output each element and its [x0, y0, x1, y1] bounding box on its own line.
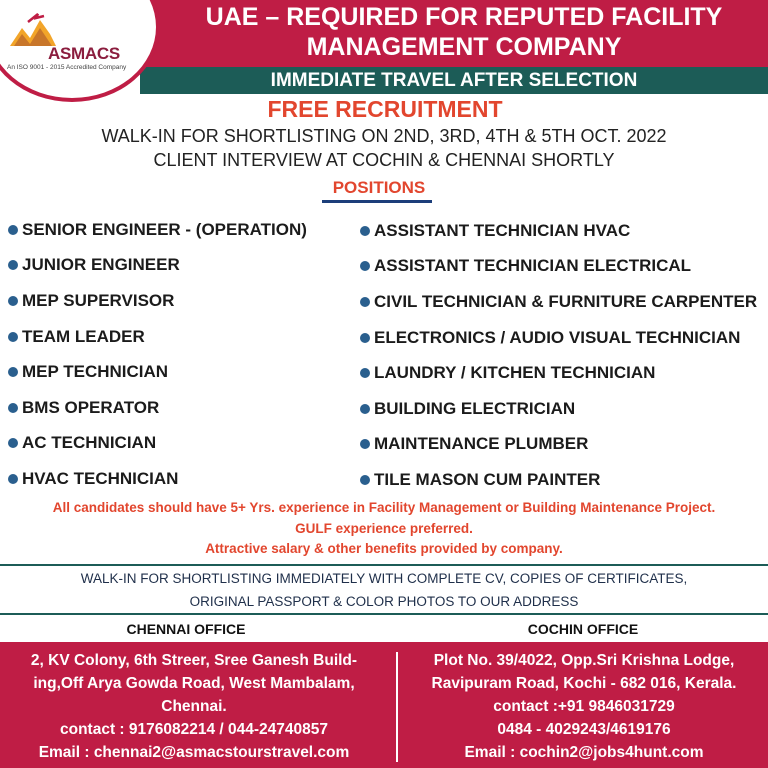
cochin-phone: 0484 - 4029243/4619176 [497, 721, 671, 738]
logo-badge [0, 0, 160, 102]
cochin-address-line: Ravipuram Road, Kochi - 682 016, Kerala. [431, 675, 737, 692]
list-item: HVAC TECHNICIAN [8, 461, 307, 497]
walkin-info [0, 124, 768, 172]
cochin-address [400, 649, 768, 764]
list-item: TILE MASON CUM PAINTER [360, 462, 757, 498]
bullet-icon [360, 261, 370, 271]
cochin-email: Email : cochin2@jobs4hunt.com [464, 744, 704, 761]
bullet-icon [360, 226, 370, 236]
experience-requirement: All candidates should have 5+ Yrs. experience in Facility Management or Building Maintenance Project. [52, 500, 716, 515]
list-item: BUILDING ELECTRICIAN [360, 391, 757, 427]
page-title [170, 2, 758, 62]
travel-banner: IMMEDIATE TRAVEL AFTER SELECTION [270, 70, 638, 91]
walkin-dates: WALK-IN FOR SHORTLISTING ON 2ND, 3RD, 4TH & 5TH OCT. 2022 [101, 126, 667, 146]
logo-tagline: An ISO 9001 - 2015 Accredited Company [7, 64, 127, 71]
bullet-icon [8, 260, 18, 270]
bullet-icon [8, 367, 18, 377]
list-item: ASSISTANT TECHNICIAN HVAC [360, 213, 757, 249]
cochin-office-title: COCHIN OFFICE [527, 621, 639, 637]
cochin-address-line: Plot No. 39/4022, Opp.Sri Krishna Lodge, [433, 652, 735, 669]
chennai-address-line: 2, KV Colony, 6th Streer, Sree Ganesh Build- [30, 652, 358, 669]
title-line-2: MANAGEMENT COMPANY [306, 33, 622, 61]
bullet-icon [8, 438, 18, 448]
bullet-icon [8, 225, 18, 235]
chennai-address [0, 649, 388, 764]
bullet-icon [360, 297, 370, 307]
chennai-email: Email : chennai2@asmacstourstravel.com [38, 744, 350, 761]
list-item: MEP TECHNICIAN [8, 354, 307, 390]
list-item: LAUNDRY / KITCHEN TECHNICIAN [360, 355, 757, 391]
title-line-1: UAE – REQUIRED FOR REPUTED FACILITY [205, 3, 723, 31]
chennai-office-title: CHENNAI OFFICE [126, 621, 246, 637]
bullet-icon [360, 333, 370, 343]
cv-notice [0, 567, 768, 613]
positions-heading: POSITIONS [332, 178, 426, 197]
bullet-icon [360, 475, 370, 485]
bullet-icon [360, 404, 370, 414]
list-item: MAINTENANCE PLUMBER [360, 427, 757, 463]
list-item: ELECTRONICS / AUDIO VISUAL TECHNICIAN [360, 320, 757, 356]
list-item: BMS OPERATOR [8, 390, 307, 426]
free-recruitment-heading: FREE RECRUITMENT [267, 96, 503, 122]
list-item: CIVIL TECHNICIAN & FURNITURE CARPENTER [360, 284, 757, 320]
cochin-contact: contact :+91 9846031729 [493, 698, 675, 715]
cv-notice-line-1: WALK-IN FOR SHORTLISTING IMMEDIATELY WITH COMPLETE CV, COPIES OF CERTIFICATES, [80, 571, 688, 586]
positions-underline [322, 200, 432, 203]
list-item: TEAM LEADER [8, 319, 307, 355]
positions-list-left [8, 212, 307, 497]
list-item: SENIOR ENGINEER - (OPERATION) [8, 212, 307, 248]
list-item: ASSISTANT TECHNICIAN ELECTRICAL [360, 249, 757, 285]
client-interview: CLIENT INTERVIEW AT COCHIN & CHENNAI SHORTLY [153, 150, 615, 170]
divider-bottom [0, 613, 768, 615]
bullet-icon [360, 368, 370, 378]
bullet-icon [8, 296, 18, 306]
chennai-address-line: Chennai. [161, 698, 227, 715]
bullet-icon [8, 332, 18, 342]
list-item: AC TECHNICIAN [8, 426, 307, 462]
cv-notice-line-2: ORIGINAL PASSPORT & COLOR PHOTOS TO OUR ADDRESS [189, 594, 579, 609]
logo-name: ASMACS [48, 44, 120, 63]
chennai-address-line: ing,Off Arya Gowda Road, West Mambalam, [33, 675, 355, 692]
list-item: MEP SUPERVISOR [8, 283, 307, 319]
requirements-note [0, 498, 768, 560]
chennai-contact: contact : 9176082214 / 044-24740857 [59, 721, 328, 738]
list-item: JUNIOR ENGINEER [8, 248, 307, 284]
bullet-icon [360, 439, 370, 449]
salary-note: Attractive salary & other benefits provided by company. [205, 541, 563, 556]
divider-top [0, 564, 768, 566]
positions-list-right [360, 213, 757, 498]
gulf-preference: GULF experience preferred. [295, 520, 473, 536]
bullet-icon [8, 474, 18, 484]
address-divider [396, 652, 398, 762]
bullet-icon [8, 403, 18, 413]
